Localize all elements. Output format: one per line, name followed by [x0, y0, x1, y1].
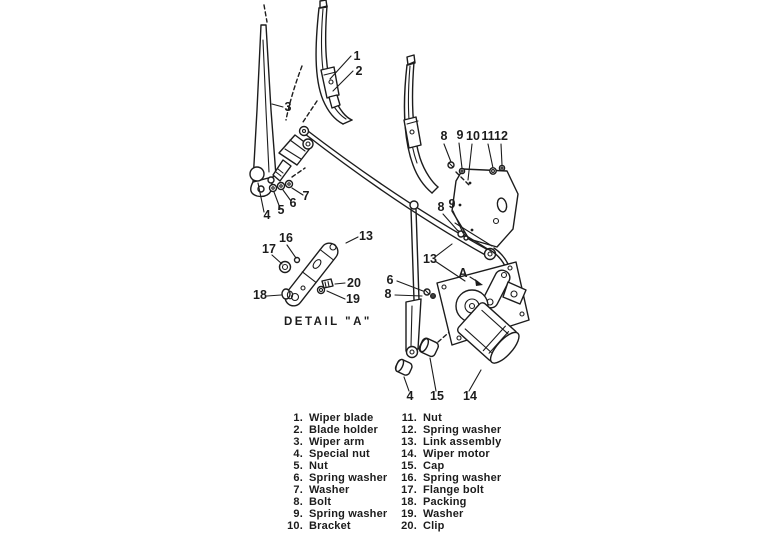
cap-part15 — [418, 337, 440, 358]
callout-8: 8 — [440, 129, 448, 143]
motor-drawing — [424, 248, 529, 367]
callout-15: 15 — [430, 389, 444, 403]
legend-item-label: Special nut — [309, 448, 370, 460]
legend-item — [374, 424, 501, 436]
legend-column-left — [260, 412, 387, 532]
legend-item-number: 16. — [401, 472, 417, 484]
legend-item-number: 4. — [293, 448, 303, 460]
detail-a-drawing — [280, 240, 342, 310]
callout-14: 14 — [463, 389, 477, 403]
clip-part20 — [322, 279, 333, 288]
legend-item-label: Flange bolt — [423, 484, 484, 496]
legend-item-number: 2. — [293, 424, 303, 436]
legend-item — [260, 448, 387, 460]
legend-item — [374, 484, 501, 496]
legend-item-label: Wiper motor — [423, 448, 490, 460]
legend-item-label: Nut — [423, 412, 442, 424]
legend-item-number: 14. — [401, 448, 417, 460]
legend-item-number: 11. — [401, 412, 417, 424]
legend-item-number: 9. — [293, 508, 303, 520]
callout-2: 2 — [355, 64, 363, 78]
legend-item — [260, 436, 387, 448]
callout-6: 6 — [386, 273, 394, 287]
callout-4: 4 — [406, 389, 414, 403]
callout-20: 20 — [347, 276, 361, 290]
legend-item — [260, 484, 387, 496]
legend-item-number: 8. — [293, 496, 303, 508]
legend-item-label: Spring washer — [423, 472, 502, 484]
callout-16: 16 — [279, 231, 293, 245]
legend-item — [374, 472, 501, 484]
callout-8: 8 — [384, 287, 392, 301]
callout-9: 9 — [448, 197, 456, 211]
view-a-label: A — [458, 266, 468, 280]
legend-item-label: Spring washer — [309, 508, 388, 520]
legend-item-label: Wiper arm — [309, 436, 365, 448]
callout-8: 8 — [437, 200, 445, 214]
legend-item-label: Bolt — [309, 496, 332, 508]
legend-item-label: Blade holder — [309, 424, 379, 436]
blade-holder-right — [404, 117, 421, 148]
callout-11: 11 — [481, 129, 495, 143]
legend-item — [374, 496, 501, 508]
legend-item-label: Link assembly — [423, 436, 502, 448]
legend-item-number: 7. — [293, 484, 303, 496]
legend-item — [260, 508, 387, 520]
legend-item — [374, 460, 501, 472]
rod-ball-joint — [410, 201, 418, 209]
legend-item-label: Packing — [423, 496, 467, 508]
legend-item — [260, 424, 387, 436]
callout-12: 12 — [494, 129, 508, 143]
legend-item — [374, 520, 501, 532]
legend-item-number: 3. — [293, 436, 303, 448]
callout-6: 6 — [289, 196, 297, 210]
bracket-drawing — [448, 162, 518, 251]
legend-item-number: 19. — [401, 508, 417, 520]
callout-5: 5 — [277, 203, 285, 217]
legend-item — [260, 496, 387, 508]
legend-item-number: 10. — [287, 520, 303, 532]
callout-18: 18 — [253, 288, 267, 302]
callout-1: 1 — [353, 49, 361, 63]
legend-item — [260, 412, 387, 424]
legend-item-number: 20. — [401, 520, 417, 532]
detail-a-caption: DETAIL "A" — [284, 316, 372, 328]
legend-item-label: Washer — [309, 484, 350, 496]
callout-9: 9 — [456, 128, 464, 142]
legend-item-label: Washer — [423, 508, 464, 520]
wiper-blade-left-drawing — [316, 0, 352, 124]
callout-10: 10 — [466, 129, 480, 143]
callout-3: 3 — [284, 100, 292, 114]
legend-column-right — [374, 412, 501, 532]
legend-item-label: Cap — [423, 460, 445, 472]
legend-item-number: 1. — [293, 412, 303, 424]
ball-stud-part4 — [250, 167, 264, 181]
legend-item-number: 12. — [401, 424, 417, 436]
legend-item-number: 17. — [401, 484, 417, 496]
legend-item-number: 5. — [293, 460, 303, 472]
legend-item-number: 15. — [401, 460, 417, 472]
legend-item-label: Clip — [423, 520, 445, 532]
legend-item-label: Spring washer — [423, 424, 502, 436]
callout-7: 7 — [302, 189, 310, 203]
callout-17: 17 — [262, 242, 276, 256]
callout-19: 19 — [346, 292, 360, 306]
legend-item-label: Bracket — [309, 520, 351, 532]
legend-item-label: Spring washer — [309, 472, 388, 484]
legend-item — [374, 436, 501, 448]
legend-item — [260, 520, 387, 532]
legend-item — [374, 448, 501, 460]
callout-13: 13 — [359, 229, 373, 243]
legend-item-label: Wiper blade — [309, 412, 374, 424]
special-nut-part4 — [394, 358, 413, 376]
legend-item — [374, 508, 501, 520]
legend-item — [260, 460, 387, 472]
legend-item — [260, 472, 387, 484]
legend-item-number: 18. — [401, 496, 417, 508]
callout-4: 4 — [263, 208, 271, 222]
wiper-blade-right-drawing — [404, 55, 438, 193]
legend-item-number: 13. — [401, 436, 417, 448]
legend-item-label: Nut — [309, 460, 328, 472]
legend-item-number: 6. — [293, 472, 303, 484]
spring-washer-part16 — [295, 258, 300, 263]
callout-13: 13 — [423, 252, 437, 266]
packing-part18 — [282, 289, 290, 299]
legend-item — [374, 412, 501, 424]
